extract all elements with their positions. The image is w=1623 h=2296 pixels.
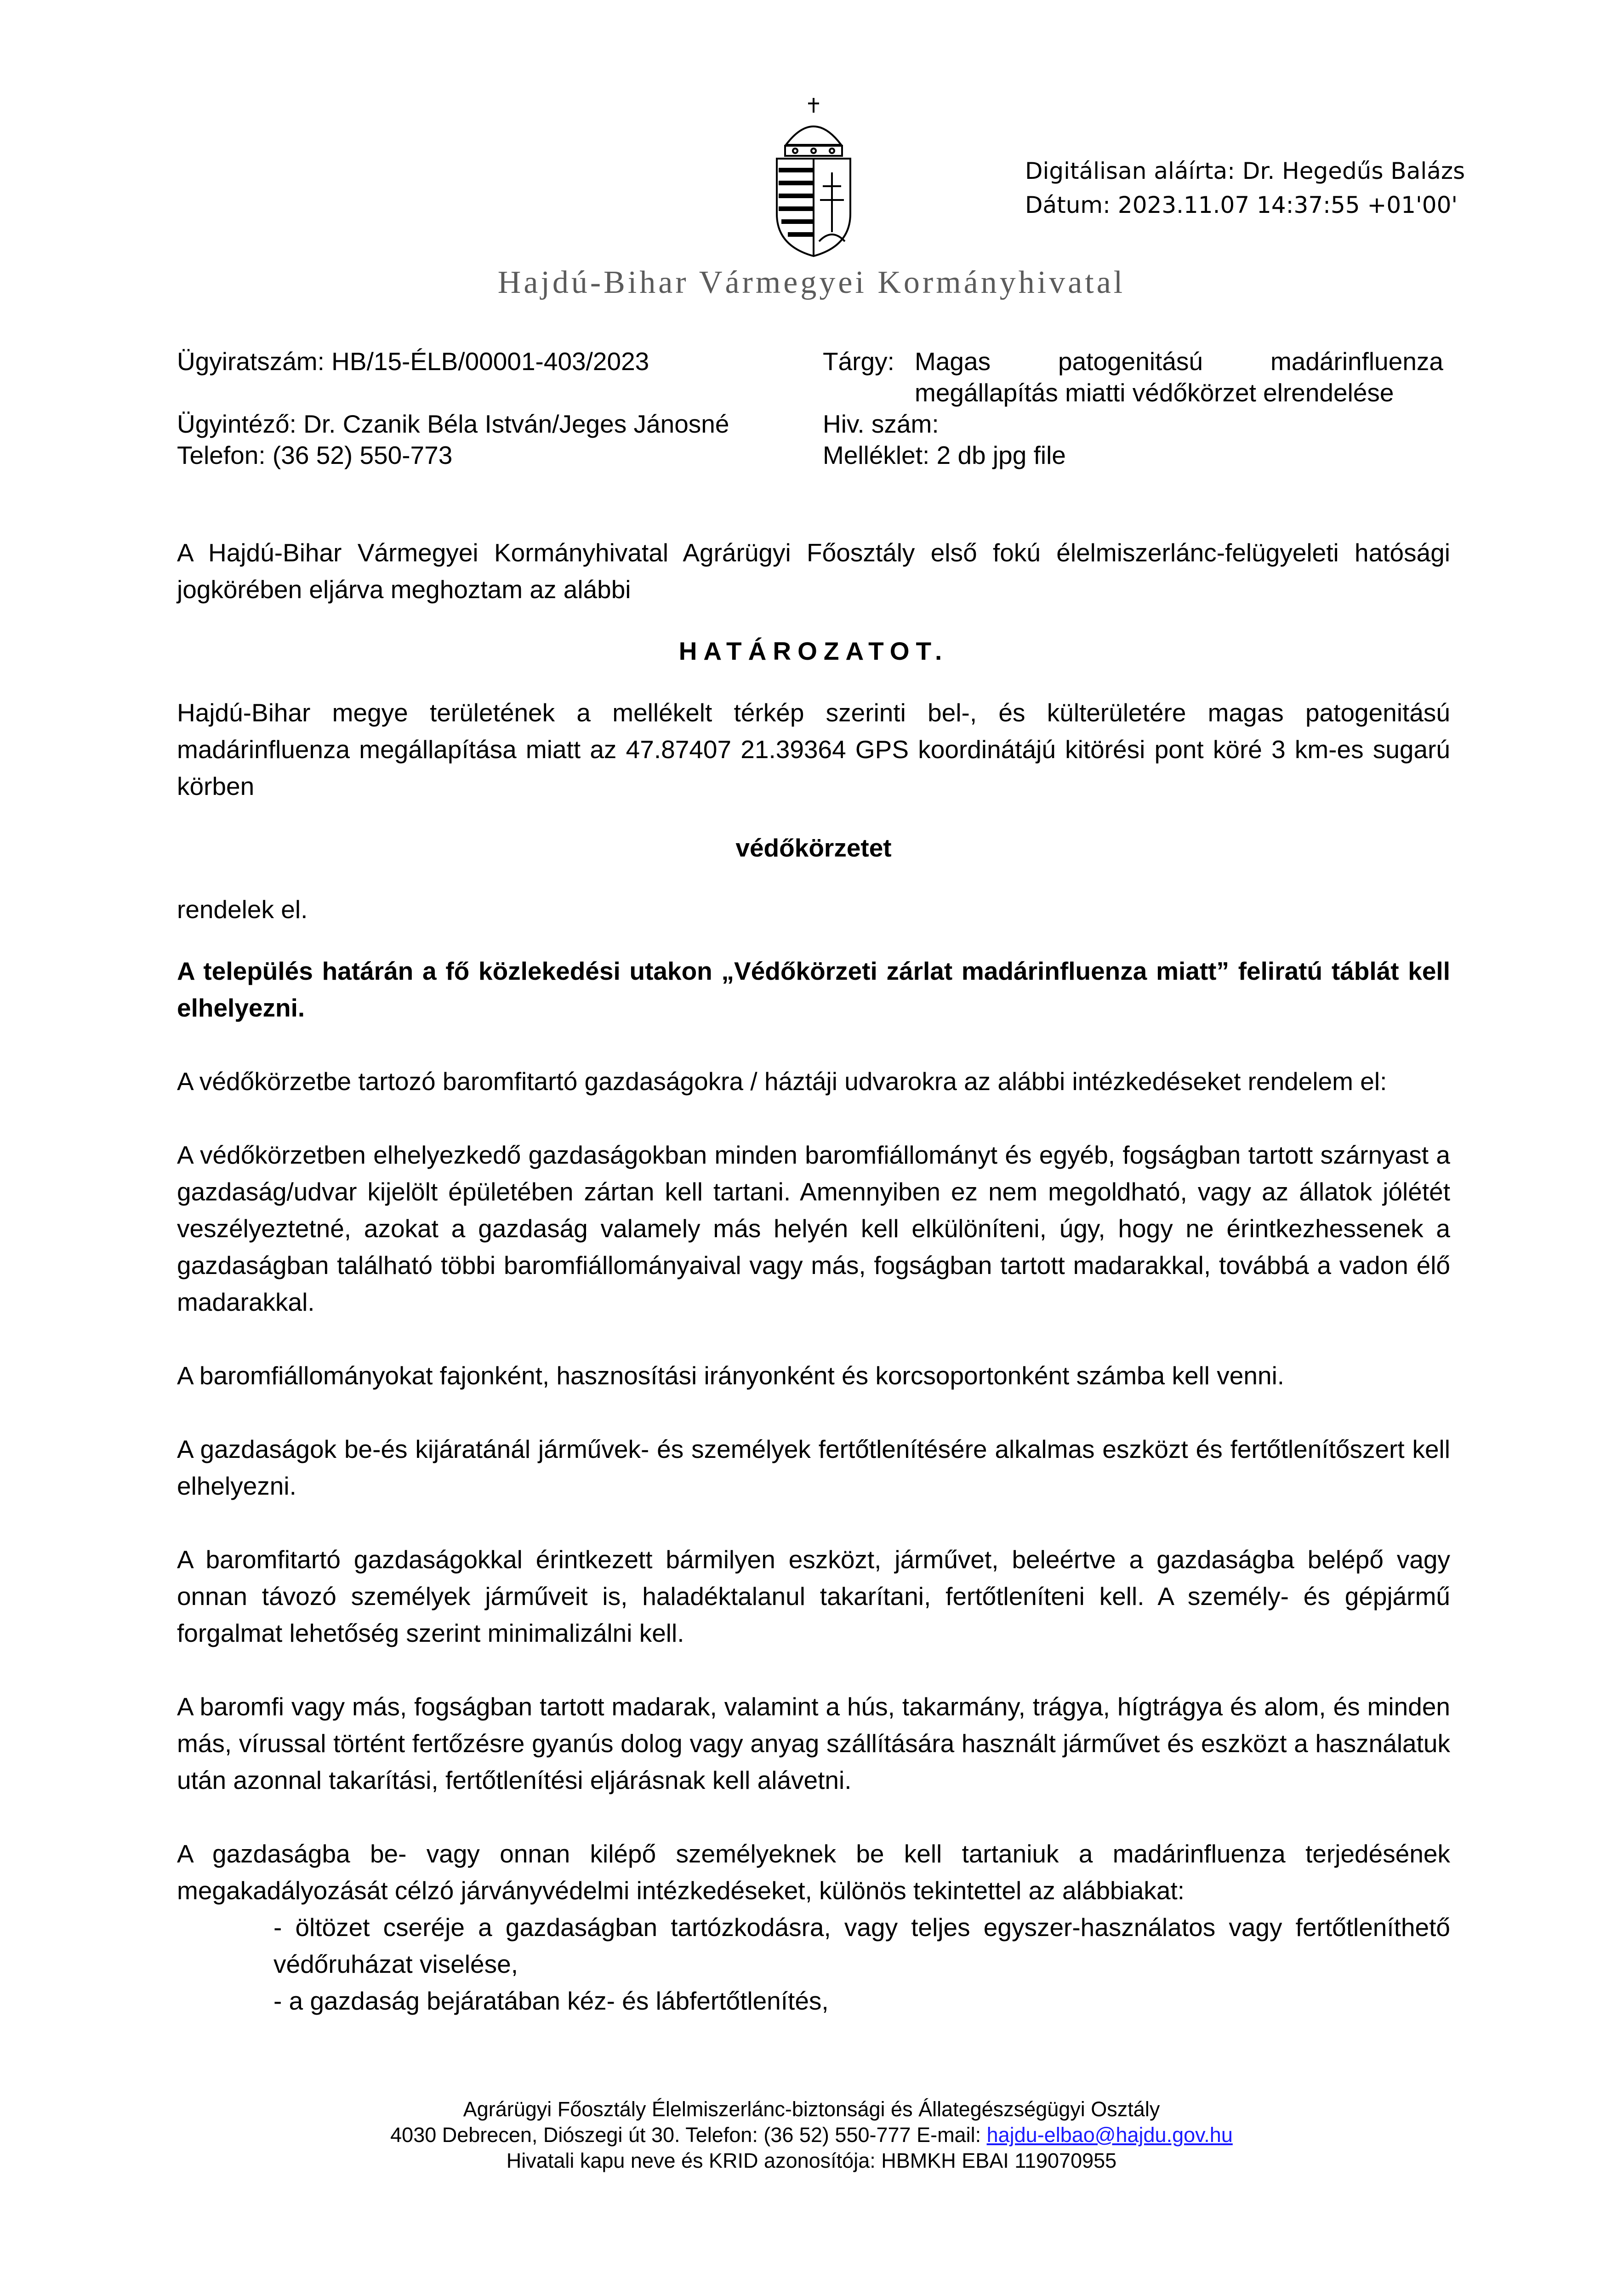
measures-intro: A védőkörzetbe tartozó baromfitartó gazdaságokra / háztáji udvarokra az alábbi intézkedéseket rendelem el: [177,1067,1387,1096]
office-name: Hajdú-Bihar Vármegyei Kormányhivatal [497,265,1126,300]
area-paragraph: Hajdú-Bihar megye területének a mellékelt térkép szerinti bel-, és külterületére magas patogenitású madárinfluenza megállapítása miatt az 47.87407 21.39364 GPS koordinátájú kitörési pont köré 3 km-es sugarú körben [177,698,1450,800]
reference-number: Hiv. szám: [823,410,939,438]
list-item: - a gazdaság bejáratában kéz- és lábfertőtlenítés, [273,1987,829,2015]
attachment-info: Melléklet: 2 db jpg file [823,441,1066,469]
list-item: - öltözet cseréje a gazdaságban tartózkodásra, vagy teljes egyszer-használatos vagy fertőtleníthető védőruházat viselése, [273,1913,1450,1978]
measure-paragraph-5: A baromfi vagy más, fogságban tartott madarak, valamint a hús, takarmány, trágya, hígtrágya és alom, és minden más, vírussal történt fertőzésre gyanús dolog vagy anyag szállítására használt járművet és eszközt a használatuk után azonnal takarítási, fertőtlenítési eljárásnak kell alávetni. [177,1692,1450,1794]
coat-of-arms-icon [768,94,860,260]
case-administrator: Ügyintéző: Dr. Czanik Béla István/Jeges Jánosné [177,410,729,438]
signature-signer: Digitálisan aláírta: Dr. Hegedűs Balázs [1025,158,1465,184]
footer-department: Agrárügyi Főosztály Élelmiszerlánc-biztonsági és Állategészségügyi Osztály [463,2097,1160,2121]
intro-paragraph: A Hajdú-Bihar Vármegyei Kormányhivatal Agrárügyi Főosztály első fokú élelmiszerlánc-felügyeleti hatósági jogkörében eljárva meghoztam az alábbi [177,538,1450,604]
measure-paragraph-1: A védőkörzetben elhelyezkedő gazdaságokban minden baromfiállományt és egyéb, fogságban tartott szárnyast a gazdaság/udvar kijelölt épületében zártan kell tartani. Amennyiben ez nem megoldható, vagy az állatok jólétét veszélyeztetné, azokat a gazdaság valamely más helyén kell elkülöníteni, úgy, hogy ne érintkezhessenek a gazdaságban található többi baromfiállományaival vagy más, fogságban tartott madarakkal, továbbá a vadon élő madarakkal. [177,1141,1450,1316]
measure-paragraph-2: A baromfiállományokat fajonként, hasznosítási irányonként és korcsoportonként számba kell venni. [177,1361,1285,1390]
subject-line-1: Magas patogenitású madárinfluenza [915,347,1443,376]
footer-email-link[interactable]: hajdu-elbao@hajdu.gov.hu [986,2123,1233,2147]
case-info-left [177,346,793,471]
footer-contact [0,2122,1623,2148]
document-body [177,534,1450,2019]
footer-krid: Hivatali kapu neve és KRID azonosítója: HBMKH EBAI 119070955 [506,2149,1117,2172]
decision-title: HATÁROZATOT. [678,637,949,665]
order-text: rendelek el. [177,895,308,924]
case-number: Ügyiratszám: HB/15-ÉLB/00001-403/2023 [177,347,649,376]
digital-signature [1025,154,1465,222]
measure-paragraph-6: A gazdaságba be- vagy onnan kilépő személyeknek be kell tartaniuk a madárinfluenza terjedésének megakadályozását célzó járványvédelmi intézkedéseket, különös tekintettel az alábbiakat: [177,1839,1450,1905]
subject-label: Tárgy: [823,347,894,376]
page-footer [0,2096,1623,2174]
measure-paragraph-3: A gazdaságok be-és kijáratánál járművek- és személyek fertőtlenítésére alkalmas eszközt és fertőtlenítőszert kell elhelyezni. [177,1435,1450,1500]
subject-line-2: megállapítás miatti védőkörzet elrendelése [915,378,1394,407]
sign-notice: A település határán a fő közlekedési utakon „Védőkörzeti zárlat madárinfluenza miatt” feliratú táblát kell elhelyezni. [177,957,1450,1022]
signature-date: Dátum: 2023.11.07 14:37:55 +01'00' [1025,192,1458,218]
measure-paragraph-4: A baromfitartó gazdaságokkal érintkezett bármilyen eszközt, járművet, beleértve a gazdaságba belépő vagy onnan távozó személyek járműveit is, haladéktalanul takarítani, fertőtleníteni kell. A személy- és gépjármű forgalmat lehetőség szerint minimalizálni kell. [177,1545,1450,1647]
case-info-right [823,346,1443,471]
case-phone: Telefon: (36 52) 550-773 [177,441,453,469]
zone-word: védőkörzetet [735,834,892,862]
footer-address: 4030 Debrecen, Diószegi út 30. Telefon: (36 52) 550-777 E-mail: [390,2123,987,2147]
